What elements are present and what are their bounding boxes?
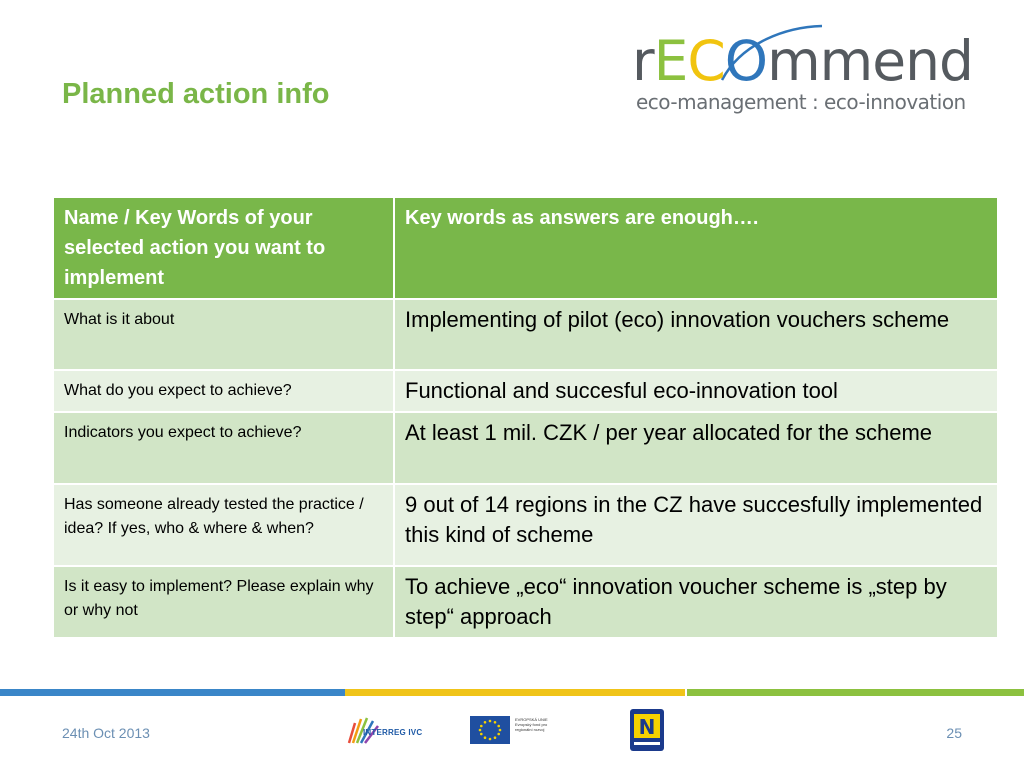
interreg-logo	[345, 713, 435, 749]
logo-tagline: eco-management : eco-innovation	[636, 90, 966, 114]
page-number: 25	[946, 725, 962, 741]
action-info-table	[52, 196, 999, 639]
footer-date: 24th Oct 2013	[62, 725, 150, 741]
recommend-logo	[632, 22, 982, 117]
question-cell: Is it easy to implement? Please explain why or why not	[53, 566, 394, 638]
question-cell: Indicators you expect to achieve?	[53, 412, 394, 484]
question-cell: Has someone already tested the practice / idea? If yes, who & where & when?	[53, 484, 394, 566]
table-row	[53, 412, 998, 484]
footer-bar-green	[687, 689, 1024, 696]
regional-logo-icon	[628, 708, 666, 752]
table-row	[53, 299, 998, 370]
question-cell: What is it about	[53, 299, 394, 370]
slide-title: Planned action info	[62, 78, 330, 110]
table-header-left: Name / Key Words of your selected action you want to implement	[53, 197, 394, 299]
regional-logo-letter: N	[638, 715, 656, 739]
logo-wordmark	[632, 29, 973, 93]
answer-cell: To achieve „eco“ innovation voucher scheme is „step by step“ approach	[394, 566, 998, 638]
answer-cell: Functional and succesful eco-innovation tool	[394, 370, 998, 412]
footer-bar-blue	[0, 689, 345, 696]
logo-letters-rest: mmend	[767, 29, 973, 93]
logo-letter-e: E	[653, 29, 688, 93]
logo-letter-o: O	[724, 29, 768, 93]
table-row	[53, 566, 998, 638]
answer-cell: Implementing of pilot (eco) innovation vouchers scheme	[394, 299, 998, 370]
answer-cell: 9 out of 14 regions in the CZ have succesfully implemented this kind of scheme	[394, 484, 998, 566]
table-row	[53, 484, 998, 566]
answer-cell: At least 1 mil. CZK / per year allocated for the scheme	[394, 412, 998, 484]
interreg-label: INTERREG IVC	[363, 728, 423, 737]
question-cell: What do you expect to achieve?	[53, 370, 394, 412]
logo-letter-r: r	[632, 29, 654, 93]
logo-letter-c: C	[687, 29, 725, 93]
table-row	[53, 370, 998, 412]
footer-bar-yellow	[345, 689, 685, 696]
table-header-right: Key words as answers are enough….	[394, 197, 998, 299]
eu-logo-text: EVROPSKÁ UNIE Evropský fond pro regionální rozvoj	[515, 717, 548, 732]
table-header-row	[53, 197, 998, 299]
eu-flag-icon	[470, 716, 510, 744]
